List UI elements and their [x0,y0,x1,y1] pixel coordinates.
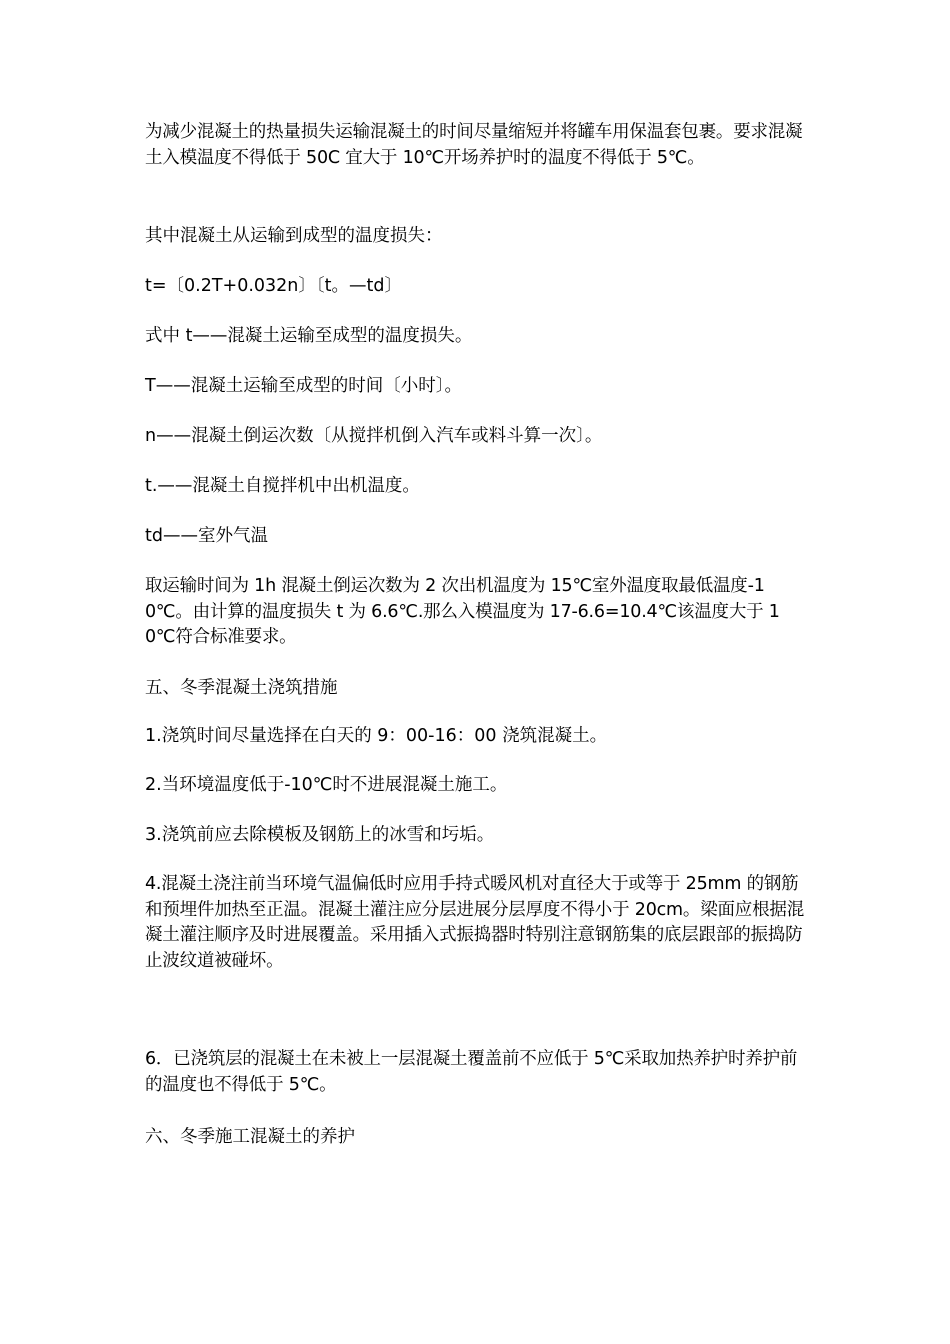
definition-t-dot: t.——混凝土自搅拌机中出机温度。 [145,476,420,496]
measure-4: 4.混凝土浇注前当环境气温偏低时应用手持式暖风机对直径大于或等于 25mm 的钢筋和预埋件加热至正温。混凝土灌注应分层进展分层厚度不得小于 20cm。梁面应根据混凝土灌注顺序及时进展覆盖。采用插入式振捣器时特别注意钢筋集的底层跟部的振捣防止波纹道被碰坏。 [145,874,804,971]
paragraph-intro: 为减少混凝土的热量损失运输混凝土的时间尽量缩短并将罐车用保温套包裹。要求混凝土入模温度不得低于 50C 宜大于 10℃开场养护时的温度不得低于 5℃。 [145,122,803,168]
section-heading-6: 六、冬季施工混凝土的养护 [145,1127,355,1147]
paragraph-calculation: 取运输时间为 1h 混凝土倒运次数为 2 次出机温度为 15℃室外温度取最低温度-10℃。由计算的温度损失 t 为 6.6℃.那么入模温度为 17-6.6=10.4℃该温度大于 10℃符合标准要求。 [145,576,780,647]
measure-2: 2.当环境温度低于-10℃时不进展混凝土施工。 [145,775,508,795]
measure-6: 6．已浇筑层的混凝土在未被上一层混凝土覆盖前不应低于 5℃采取加热养护时养护前的温度也不得低于 5℃。 [145,1049,798,1095]
definition-td: td——室外气温 [145,526,268,546]
paragraph-temp-loss-heading: 其中混凝土从运输到成型的温度损失： [145,226,443,246]
definition-T: T——混凝土运输至成型的时间〔小时〕。 [145,376,462,396]
formula: t=〔0.2T+0.032n〕〔t。—td〕 [145,276,402,296]
section-heading-5: 五、冬季混凝土浇筑措施 [145,678,338,698]
definition-t: 式中 t——混凝土运输至成型的温度损失。 [145,326,473,346]
measure-1: 1.浇筑时间尽量选择在白天的 9：00-16：00 浇筑混凝土。 [145,726,608,746]
measure-3: 3.浇筑前应去除模板及钢筋上的冰雪和圬垢。 [145,825,495,845]
definition-n: n——混凝土倒运次数〔从搅拌机倒入汽车或料斗算一次〕。 [145,426,603,446]
